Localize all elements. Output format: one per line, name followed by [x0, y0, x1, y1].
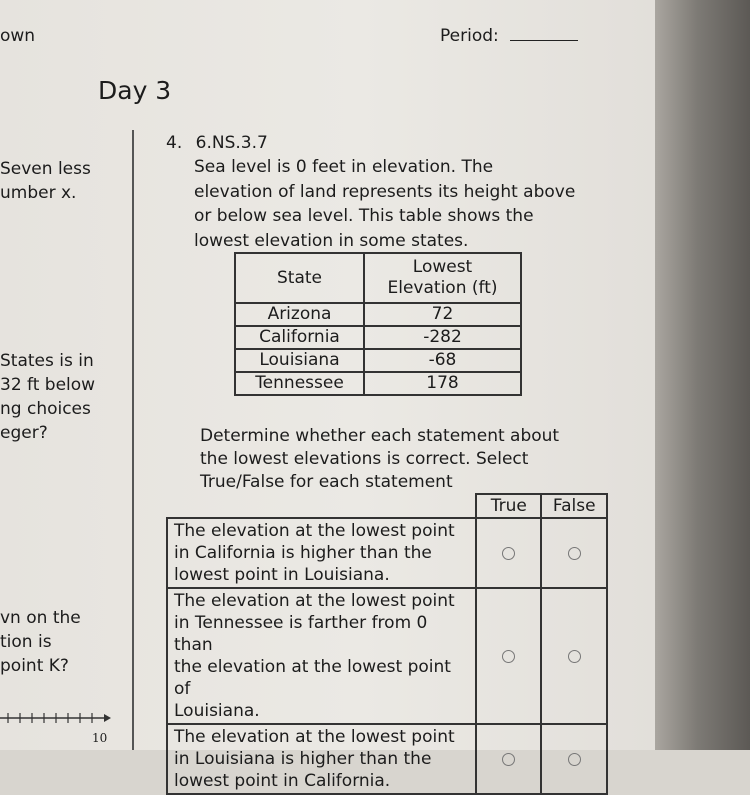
true-column-header: True — [476, 494, 541, 518]
background-shadow — [655, 0, 750, 750]
period-blank — [510, 40, 578, 41]
statement-2-false-cell[interactable] — [541, 588, 607, 724]
statement-3-true-cell[interactable] — [476, 724, 541, 794]
statement-1-true-radio[interactable] — [502, 547, 515, 560]
instructions-line-3: True/False for each statement — [200, 472, 453, 492]
period-text: Period: — [440, 26, 499, 46]
page-title: Day 3 — [98, 76, 172, 105]
prompt-line-1: Sea level is 0 feet in elevation. The — [194, 157, 494, 177]
statement-1-false-radio[interactable] — [568, 547, 581, 560]
table-row — [235, 349, 521, 372]
statement-2-true-radio[interactable] — [502, 650, 515, 663]
prompt-line-4: lowest elevation in some states. — [194, 230, 469, 251]
question-number: 4. — [166, 133, 183, 153]
false-column-header: False — [541, 494, 607, 518]
tf-header-blank — [167, 494, 476, 518]
elevation-cell: 178 — [364, 372, 521, 395]
statement-2-line-1: The elevation at the lowest point — [174, 591, 455, 611]
statement-3-false-radio[interactable] — [568, 753, 581, 766]
name-label-fragment: own — [0, 26, 36, 46]
statement-1-true-cell[interactable] — [476, 518, 541, 588]
statement-2-false-radio[interactable] — [568, 650, 581, 663]
statement-3-line-2: in Louisiana is higher than the — [174, 749, 432, 769]
statement-3-true-radio[interactable] — [502, 753, 515, 766]
statement-2 — [167, 588, 476, 724]
number-line-label: 10 — [92, 731, 108, 745]
left-q1-line-1: Seven less — [0, 159, 91, 179]
left-q1-line-2: umber x. — [0, 183, 77, 203]
elevation-column-header — [364, 253, 521, 303]
statement-3-false-cell[interactable] — [541, 724, 607, 794]
state-cell: Louisiana — [235, 349, 364, 372]
left-q3-line-3: point K? — [0, 656, 69, 676]
prompt-line-2: elevation of land represents its height above — [194, 181, 576, 202]
prompt-line-3: or below sea level. This table shows the — [194, 206, 534, 226]
statement-3-line-3: lowest point in California. — [174, 771, 391, 791]
table-row — [235, 372, 521, 395]
column-divider — [132, 130, 134, 750]
left-q2-line-4: eger? — [0, 423, 48, 443]
elevation-header-line-1: Lowest — [412, 257, 473, 277]
table-row — [235, 326, 521, 349]
statement-1-line-1: The elevation at the lowest point — [174, 521, 455, 541]
left-q3-line-2: tion is — [0, 632, 52, 652]
statement-1-line-2: in California is higher than the — [174, 543, 432, 563]
elevation-table-header — [235, 253, 521, 303]
left-q2-line-3: ng choices — [0, 399, 91, 419]
question-prompt — [194, 155, 575, 253]
state-cell: Arizona — [235, 303, 364, 326]
tf-row-2 — [167, 588, 607, 724]
elevation-cell: -282 — [364, 326, 521, 349]
instructions-line-2: the lowest elevations is correct. Select — [200, 449, 529, 469]
number-line — [0, 712, 112, 724]
left-q2-line-1: States is in — [0, 351, 94, 371]
left-q3-line-1: vn on the — [0, 608, 81, 628]
tf-row-3 — [167, 724, 607, 794]
statement-3 — [167, 724, 476, 794]
question-standard: 6.NS.3.7 — [195, 133, 268, 153]
statement-1-false-cell[interactable] — [541, 518, 607, 588]
statement-3-line-1: The elevation at the lowest point — [174, 727, 455, 747]
elevation-cell: 72 — [364, 303, 521, 326]
statement-2-line-4: Louisiana. — [174, 701, 260, 721]
elevation-table — [234, 252, 522, 396]
period-label — [440, 26, 578, 46]
left-question-2 — [0, 349, 95, 445]
statement-1 — [167, 518, 476, 588]
state-cell: Tennessee — [235, 372, 364, 395]
instructions — [200, 425, 559, 494]
state-column-header: State — [235, 253, 364, 303]
elevation-cell: -68 — [364, 349, 521, 372]
left-question-1 — [0, 157, 91, 205]
instructions-line-1: Determine whether each statement about — [200, 426, 560, 446]
question-header — [166, 131, 268, 156]
table-row — [235, 303, 521, 326]
elevation-header-line-2: Elevation (ft) — [387, 278, 498, 298]
tf-header-row — [167, 494, 607, 518]
statement-2-line-2: in Tennessee is farther from 0 than — [174, 613, 428, 655]
state-cell: California — [235, 326, 364, 349]
statement-2-true-cell[interactable] — [476, 588, 541, 724]
left-q2-line-2: 32 ft below — [0, 375, 96, 395]
statement-1-line-3: lowest point in Louisiana. — [174, 565, 390, 585]
left-question-3 — [0, 606, 81, 678]
statement-2-line-3: the elevation at the lowest point of — [174, 657, 451, 699]
tf-row-1 — [167, 518, 607, 588]
